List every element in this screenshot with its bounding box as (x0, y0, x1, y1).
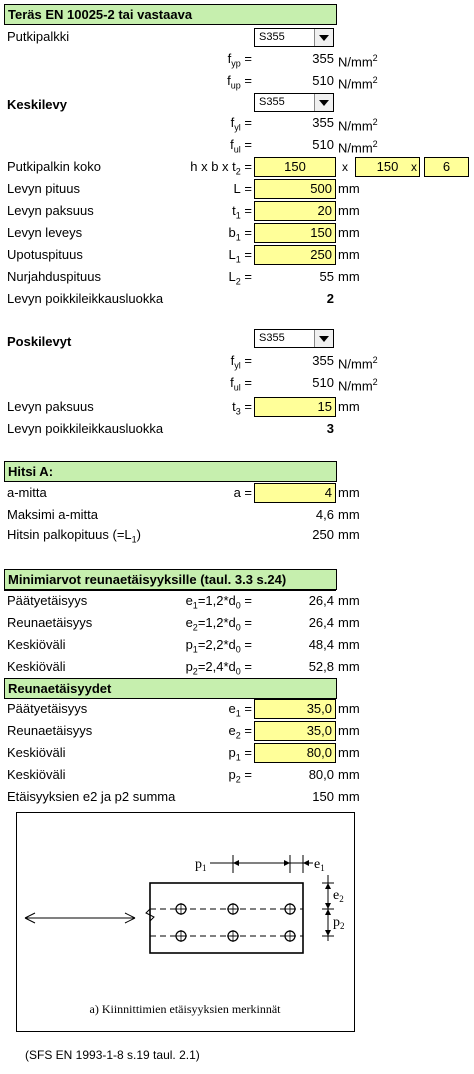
fyp-symbol: $f_{yp}$ = (227, 51, 252, 69)
row-input[interactable]: 20 (254, 201, 336, 221)
e1-label: $e_1$ (314, 857, 325, 873)
keskilevy-grade-select[interactable]: S355 (254, 93, 334, 112)
t-input[interactable]: 6 (424, 157, 469, 177)
row-value: 55 (319, 269, 334, 284)
row-formula: $p_2=2,4*d_0$ = (185, 659, 252, 677)
poskilevyt-row (0, 328, 474, 350)
keskilevy-label: Keskilevy (7, 97, 67, 112)
fup-symbol: $f_{up}$ = (227, 73, 252, 91)
row-value: 26,4 (308, 615, 334, 630)
fyl-symbol: $f_{yl}$ = (230, 353, 252, 371)
fyp-row (0, 48, 474, 70)
row-symbol: $t_1$ = (232, 203, 252, 221)
row-input[interactable]: 150 (254, 223, 336, 243)
row-unit: mm (338, 269, 360, 284)
row-label: Levyn pituus (7, 181, 80, 196)
ful-unit: $N/mm^2$ (338, 377, 378, 394)
p2-label: $p_2$ (333, 915, 345, 931)
section-header-reuna: Reunaetäisyydet (4, 678, 337, 699)
row-input[interactable]: 500 (254, 179, 336, 199)
palkopituus-value: 250 (312, 527, 334, 542)
edge-distance-row (0, 720, 474, 742)
row-label: Nurjahduspituus (7, 269, 101, 284)
row-label: Reunaetäisyys (7, 723, 93, 738)
t3-row (0, 396, 474, 418)
dimension-row (0, 266, 474, 288)
row-symbol: L = (233, 181, 252, 196)
sum-unit: mm (338, 789, 360, 804)
row-input[interactable]: 80,0 (254, 743, 336, 763)
poikki-row-1 (0, 288, 474, 310)
row-unit: mm (338, 701, 360, 716)
row-label: Keskiöväli (7, 745, 66, 760)
row-unit: mm (338, 659, 360, 674)
putkipalkki-grade-select[interactable]: S355 (254, 28, 334, 47)
chevron-down-icon[interactable] (314, 330, 333, 347)
chevron-down-icon[interactable] (314, 29, 333, 46)
t3-label: Levyn paksuus (7, 399, 94, 414)
section-header-steel: Teräs EN 10025-2 tai vastaava (4, 4, 337, 25)
dimension-row (0, 200, 474, 222)
fyl-symbol: $f_{yl}$ = (230, 115, 252, 133)
divider (4, 590, 336, 591)
koko-label: Putkipalkin koko (7, 159, 101, 174)
ful-value: 510 (312, 137, 334, 152)
min-distance-row (0, 590, 474, 612)
row-formula: $e_1=1,2*d_0$ = (185, 593, 252, 611)
a-mitta-label: a-mitta (7, 485, 47, 500)
palkopituus-unit: mm (338, 527, 360, 542)
fyl-unit: $N/mm^2$ (338, 355, 378, 372)
poskilevyt-label: Poskilevyt (7, 334, 72, 349)
row-label: Päätyetäisyys (7, 593, 88, 608)
poikki-value-2: 3 (326, 421, 334, 436)
a-input[interactable]: 4 (254, 483, 336, 503)
poikki-row-2 (0, 418, 474, 440)
row-value: 80,0 (308, 767, 334, 782)
h-input[interactable]: 150 (254, 157, 336, 177)
koko-row (0, 156, 474, 178)
t3-unit: mm (338, 399, 360, 414)
fup-unit: $N/mm^2$ (338, 75, 378, 92)
ful-symbol: $f_{ul}$ = (230, 375, 252, 393)
max-a-row (0, 504, 474, 526)
row-label: Levyn paksuus (7, 203, 94, 218)
poskilevyt-grade-select[interactable]: S355 (254, 329, 334, 348)
fastener-spacing-diagram (17, 813, 354, 1031)
row-unit: mm (338, 593, 360, 608)
ful-unit: $N/mm^2$ (338, 139, 378, 156)
sum-label: Etäisyyksien e2 ja p2 summa (7, 789, 176, 804)
row-label: Keskiöväli (7, 659, 66, 674)
poikki-label-2: Levyn poikkileikkausluokka (7, 421, 164, 436)
row-value: 52,8 (308, 659, 334, 674)
row-value: 48,4 (308, 637, 334, 652)
sum-value: 150 (312, 789, 334, 804)
fyl-value: 355 (312, 353, 334, 368)
a-unit: mm (338, 485, 360, 500)
row-unit: mm (338, 723, 360, 738)
row-formula: $p_1=2,2*d_0$ = (185, 637, 252, 655)
dimension-row (0, 244, 474, 266)
min-distance-row (0, 656, 474, 678)
row-label: Upotuspituus (7, 247, 83, 262)
fyl-row-poski (0, 350, 474, 372)
row-unit: mm (338, 615, 360, 630)
row-unit: mm (338, 181, 360, 196)
x-separator-2: x (411, 160, 417, 174)
dimension-row (0, 178, 474, 200)
poikki-label-1: Levyn poikkileikkausluokka (7, 291, 164, 306)
row-input[interactable]: 35,0 (254, 699, 336, 719)
ful-value: 510 (312, 375, 334, 390)
e2-label: $e_2$ (333, 888, 344, 904)
fup-value: 510 (312, 73, 334, 88)
edge-distance-row (0, 742, 474, 764)
max-a-unit: mm (338, 507, 360, 522)
section-header-hitsi: Hitsi A: (4, 461, 337, 482)
row-unit: mm (338, 745, 360, 760)
p1-label: $p_1$ (195, 857, 207, 873)
fyl-unit: $N/mm^2$ (338, 117, 378, 134)
row-symbol: $L_2$ = (228, 269, 252, 287)
row-symbol: $e_1$ = (228, 701, 252, 719)
row-unit: mm (338, 225, 360, 240)
sum-row (0, 786, 474, 808)
a-mitta-row (0, 482, 474, 504)
palkopituus-label: Hitsin palkopituus $(=L_1)$ (7, 527, 142, 545)
row-label: Keskiöväli (7, 637, 66, 652)
t3-input[interactable]: 15 (254, 397, 336, 417)
row-label: Levyn leveys (7, 225, 83, 240)
row-formula: $e_2=1,2*d_0$ = (185, 615, 252, 633)
row-label: Päätyetäisyys (7, 701, 88, 716)
ful-symbol: $f_{ul}$ = (230, 137, 252, 155)
max-a-label: Maksimi a-mitta (7, 507, 99, 522)
chevron-down-icon[interactable] (314, 94, 333, 111)
fup-row (0, 70, 474, 92)
putkipalkki-label: Putkipalkki (7, 29, 70, 44)
putkipalkki-row (0, 26, 474, 48)
koko-symbol: h x b x $t_2$ = (190, 159, 252, 177)
t3-symbol: $t_3$ = (232, 399, 252, 417)
row-input[interactable]: 250 (254, 245, 336, 265)
row-value: 26,4 (308, 593, 334, 608)
row-unit: mm (338, 203, 360, 218)
row-label: Keskiöväli (7, 767, 66, 782)
fyl-value: 355 (312, 115, 334, 130)
b-input[interactable]: 150 (355, 157, 420, 177)
max-a-value: 4,6 (315, 507, 334, 522)
row-symbol: $p_2$ = (228, 767, 252, 785)
ful-row-poski (0, 372, 474, 394)
ful-row-keskilevy (0, 134, 474, 156)
row-input[interactable]: 35,0 (254, 721, 336, 741)
section-header-minimi: Minimiarvot reunaetäisyyksille (taul. 3.3 s.24) (4, 569, 337, 590)
row-unit: mm (338, 637, 360, 652)
fyl-row-keskilevy (0, 112, 474, 134)
row-symbol: $p_1$ = (228, 745, 252, 763)
figure-frame (16, 812, 355, 1032)
min-distance-row (0, 634, 474, 656)
palkopituus-row (0, 524, 474, 546)
row-unit: mm (338, 247, 360, 262)
x-separator-1: x (342, 160, 348, 174)
row-label: Reunaetäisyys (7, 615, 93, 630)
fyp-unit: $N/mm^2$ (338, 53, 378, 70)
plate-outline (150, 883, 303, 953)
edge-distance-row (0, 764, 474, 786)
row-unit: mm (338, 767, 360, 782)
a-symbol: a = (233, 485, 252, 500)
source-reference: (SFS EN 1993-1-8 s.19 taul. 2.1) (25, 1048, 200, 1062)
poikki-value-1: 2 (326, 291, 334, 306)
min-distance-row (0, 612, 474, 634)
keskilevy-row (0, 92, 474, 114)
figure-caption: a) Kiinnittimien etäisyyksien merkinnät (89, 1002, 281, 1016)
fyp-value: 355 (312, 51, 334, 66)
row-symbol: $e_2$ = (228, 723, 252, 741)
edge-distance-row (0, 698, 474, 720)
row-symbol: $L_1$ = (228, 247, 252, 265)
dimension-row (0, 222, 474, 244)
row-symbol: $b_1$ = (228, 225, 252, 243)
